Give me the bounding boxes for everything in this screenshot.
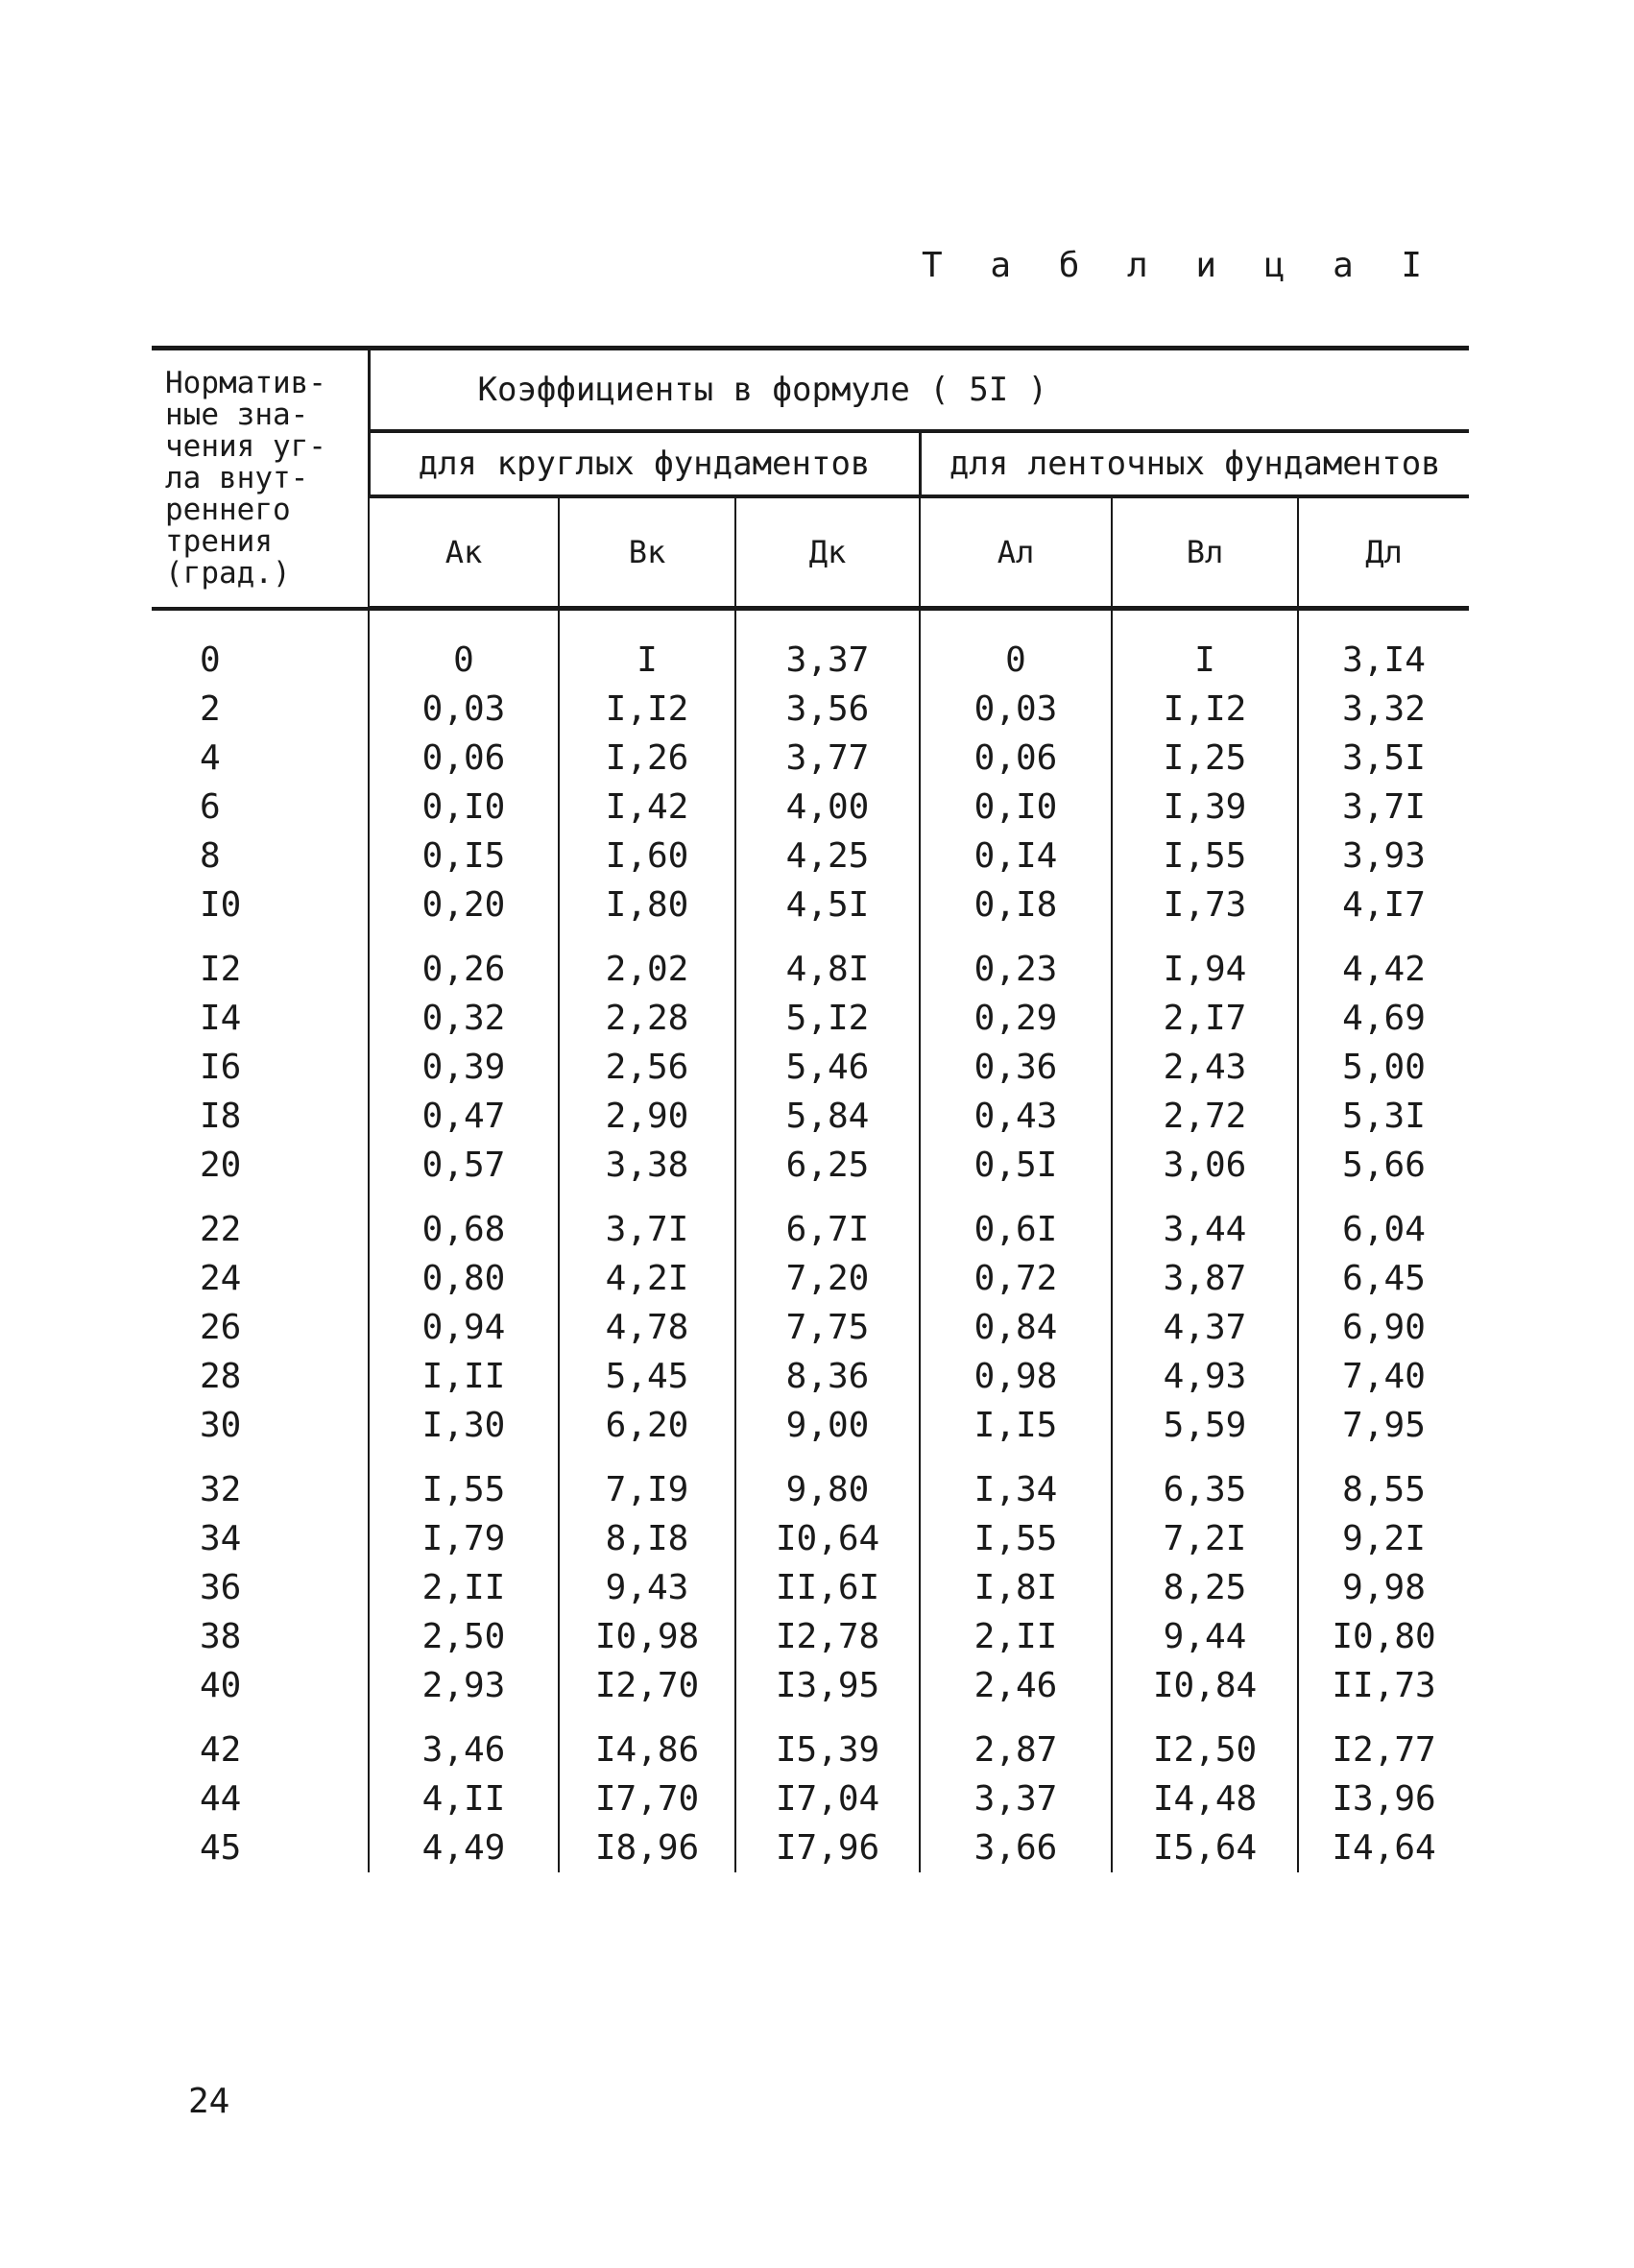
cell-al: 2,87 [920, 1725, 1112, 1774]
table-row [152, 1352, 1469, 1401]
cell-dk: 7,20 [735, 1254, 920, 1303]
cell-vl: I0,84 [1112, 1661, 1298, 1710]
spacer-cell [1298, 1450, 1469, 1465]
spacer-cell [559, 1450, 735, 1465]
cell-friction-angle: 36 [200, 1568, 242, 1607]
cell-vk: 2,02 [559, 945, 735, 994]
cell-vl: I,I2 [1112, 685, 1298, 734]
cell-dl: 9,98 [1298, 1563, 1469, 1612]
cell-dk: 5,I2 [735, 994, 920, 1043]
spacer-cell [369, 1450, 559, 1465]
row-group-spacer [152, 1450, 1469, 1465]
cell-dl: 3,7I [1298, 783, 1469, 832]
cell-vl: I,39 [1112, 783, 1298, 832]
cell-dl: 3,93 [1298, 832, 1469, 881]
cell-dk: 9,00 [735, 1401, 920, 1450]
cell-vl: 2,I7 [1112, 994, 1298, 1043]
table-row [152, 609, 1469, 686]
header-strip-foundations: для ленточных фундаментов [920, 431, 1469, 496]
cell-friction-angle: 42 [200, 1730, 242, 1770]
cell-friction-angle: 0 [200, 639, 221, 680]
cell-ak: 0,47 [369, 1092, 559, 1141]
table-row [152, 945, 1469, 994]
cell-dk: 4,00 [735, 783, 920, 832]
header-round-foundations: для круглых фундаментов [369, 431, 920, 496]
table-row [152, 881, 1469, 929]
cell-ak: I,55 [369, 1465, 559, 1514]
cell-dl: 3,32 [1298, 685, 1469, 734]
cell-dl: 7,95 [1298, 1401, 1469, 1450]
table-row [152, 1612, 1469, 1661]
column-header-ak: Ак [369, 496, 559, 609]
cell-ak: 3,46 [369, 1725, 559, 1774]
cell-vk: I [559, 609, 735, 686]
cell-vl: 6,35 [1112, 1465, 1298, 1514]
cell-ak: 4,II [369, 1774, 559, 1823]
cell-vl: 2,72 [1112, 1092, 1298, 1141]
cell-dk: 4,5I [735, 881, 920, 929]
table-row [152, 1043, 1469, 1092]
cell-ak: I,79 [369, 1514, 559, 1563]
cell-vk: 4,2I [559, 1254, 735, 1303]
cell-friction-angle: 8 [200, 836, 221, 876]
cell-dl: 4,42 [1298, 945, 1469, 994]
cell-al: 0,36 [920, 1043, 1112, 1092]
cell-dl: I0,80 [1298, 1612, 1469, 1661]
cell-al: 0,I8 [920, 881, 1112, 929]
cell-dl: 7,40 [1298, 1352, 1469, 1401]
cell-ak: 0,26 [369, 945, 559, 994]
cell-dk: 4,25 [735, 832, 920, 881]
cell-friction-angle: 2 [200, 689, 221, 729]
table-row [152, 1303, 1469, 1352]
cell-vk: I4,86 [559, 1725, 735, 1774]
table-title: Т а б л и ц а I [922, 246, 1436, 285]
cell-dk: 3,37 [735, 609, 920, 686]
cell-dk: 9,80 [735, 1465, 920, 1514]
table-row [152, 734, 1469, 783]
cell-vl: 3,06 [1112, 1141, 1298, 1190]
spacer-cell [369, 1190, 559, 1205]
table-row [152, 1514, 1469, 1563]
cell-ak: 0,06 [369, 734, 559, 783]
table-row [152, 1465, 1469, 1514]
cell-dk: 3,56 [735, 685, 920, 734]
column-header-dk: Дк [735, 496, 920, 609]
cell-friction-angle: 30 [200, 1406, 242, 1445]
cell-dl: 6,04 [1298, 1205, 1469, 1254]
cell-dl: I2,77 [1298, 1725, 1469, 1774]
cell-vl: 5,59 [1112, 1401, 1298, 1450]
spacer-cell [152, 1450, 369, 1465]
cell-dk: 7,75 [735, 1303, 920, 1352]
cell-vl: I,25 [1112, 734, 1298, 783]
cell-al: 0,I4 [920, 832, 1112, 881]
cell-friction-angle: 22 [200, 1210, 242, 1249]
cell-dl: 8,55 [1298, 1465, 1469, 1514]
cell-dl: 6,90 [1298, 1303, 1469, 1352]
table-row [152, 1823, 1469, 1872]
cell-friction-angle: 40 [200, 1666, 242, 1705]
cell-ak: 0,I0 [369, 783, 559, 832]
cell-dl: 5,00 [1298, 1043, 1469, 1092]
cell-dk: 8,36 [735, 1352, 920, 1401]
cell-vk: I,60 [559, 832, 735, 881]
cell-vk: 5,45 [559, 1352, 735, 1401]
spacer-cell [1112, 929, 1298, 945]
cell-dl: I4,64 [1298, 1823, 1469, 1872]
cell-dk: I2,78 [735, 1612, 920, 1661]
cell-friction-angle: 45 [200, 1828, 242, 1868]
cell-vk: I,I2 [559, 685, 735, 734]
cell-vl: I2,50 [1112, 1725, 1298, 1774]
row-group-spacer [152, 1710, 1469, 1725]
spacer-cell [559, 929, 735, 945]
cell-friction-angle: I6 [200, 1048, 242, 1087]
cell-friction-angle: 28 [200, 1357, 242, 1396]
table-row [152, 1563, 1469, 1612]
cell-al: 0,I0 [920, 783, 1112, 832]
cell-vl: I,94 [1112, 945, 1298, 994]
spacer-cell [1112, 1450, 1298, 1465]
page-number: 24 [188, 2082, 230, 2121]
cell-vl: 3,44 [1112, 1205, 1298, 1254]
cell-al: I,34 [920, 1465, 1112, 1514]
cell-al: 0,06 [920, 734, 1112, 783]
cell-friction-angle: 26 [200, 1308, 242, 1347]
cell-dl: 3,I4 [1298, 609, 1469, 686]
cell-vl: I [1112, 609, 1298, 686]
cell-friction-angle: I4 [200, 999, 242, 1038]
spacer-cell [559, 1190, 735, 1205]
cell-ak: 4,49 [369, 1823, 559, 1872]
table-row [152, 994, 1469, 1043]
cell-vl: 2,43 [1112, 1043, 1298, 1092]
cell-al: 0,6I [920, 1205, 1112, 1254]
cell-dk: 6,7I [735, 1205, 920, 1254]
cell-al: 0,84 [920, 1303, 1112, 1352]
spacer-cell [369, 929, 559, 945]
cell-friction-angle: 4 [200, 738, 221, 778]
cell-al: 0,43 [920, 1092, 1112, 1141]
cell-vk: I0,98 [559, 1612, 735, 1661]
cell-dk: II,6I [735, 1563, 920, 1612]
cell-vl: I,73 [1112, 881, 1298, 929]
cell-friction-angle: I0 [200, 885, 242, 925]
spacer-cell [1298, 1710, 1469, 1725]
cell-vl: 4,93 [1112, 1352, 1298, 1401]
cell-dl: 5,66 [1298, 1141, 1469, 1190]
cell-al: 0 [920, 609, 1112, 686]
cell-friction-angle: 44 [200, 1779, 242, 1819]
cell-ak: I,30 [369, 1401, 559, 1450]
spacer-cell [920, 1190, 1112, 1205]
cell-ak: 0,32 [369, 994, 559, 1043]
cell-dk: I7,04 [735, 1774, 920, 1823]
cell-vk: 9,43 [559, 1563, 735, 1612]
spacer-cell [920, 1450, 1112, 1465]
column-header-vk: Вк [559, 496, 735, 609]
cell-vl: I4,48 [1112, 1774, 1298, 1823]
cell-al: I,8I [920, 1563, 1112, 1612]
cell-ak: 0,I5 [369, 832, 559, 881]
cell-dk: I3,95 [735, 1661, 920, 1710]
cell-dl: II,73 [1298, 1661, 1469, 1710]
cell-al: I,I5 [920, 1401, 1112, 1450]
cell-dl: 4,69 [1298, 994, 1469, 1043]
cell-vk: 3,7I [559, 1205, 735, 1254]
cell-dl: 6,45 [1298, 1254, 1469, 1303]
cell-dk: 5,84 [735, 1092, 920, 1141]
spacer-cell [920, 1710, 1112, 1725]
cell-ak: 0,57 [369, 1141, 559, 1190]
cell-vk: I7,70 [559, 1774, 735, 1823]
spacer-cell [1298, 929, 1469, 945]
row-group-spacer [152, 1190, 1469, 1205]
cell-al: 0,5I [920, 1141, 1112, 1190]
cell-dk: I5,39 [735, 1725, 920, 1774]
cell-dl: 5,3I [1298, 1092, 1469, 1141]
cell-ak: 2,II [369, 1563, 559, 1612]
cell-friction-angle: 32 [200, 1470, 242, 1509]
spacer-cell [1298, 1190, 1469, 1205]
cell-al: 3,37 [920, 1774, 1112, 1823]
cell-friction-angle: I8 [200, 1097, 242, 1136]
cell-al: 0,29 [920, 994, 1112, 1043]
cell-friction-angle: I2 [200, 950, 242, 989]
cell-vk: 2,56 [559, 1043, 735, 1092]
cell-dk: I7,96 [735, 1823, 920, 1872]
table-body [152, 609, 1469, 1873]
cell-dl: 9,2I [1298, 1514, 1469, 1563]
cell-ak: 0,68 [369, 1205, 559, 1254]
cell-dk: 5,46 [735, 1043, 920, 1092]
cell-al: 0,72 [920, 1254, 1112, 1303]
cell-vl: 9,44 [1112, 1612, 1298, 1661]
cell-dk: 4,8I [735, 945, 920, 994]
cell-friction-angle: 24 [200, 1259, 242, 1298]
cell-dk: 3,77 [735, 734, 920, 783]
cell-vk: I8,96 [559, 1823, 735, 1872]
cell-vl: I,55 [1112, 832, 1298, 881]
spacer-cell [735, 929, 920, 945]
cell-al: I,55 [920, 1514, 1112, 1563]
spacer-cell [735, 1190, 920, 1205]
cell-vk: 2,28 [559, 994, 735, 1043]
coefficients-table [152, 346, 1469, 1872]
spacer-cell [152, 1190, 369, 1205]
table-row [152, 1092, 1469, 1141]
cell-vk: 3,38 [559, 1141, 735, 1190]
cell-vk: 8,I8 [559, 1514, 735, 1563]
cell-vk: 7,I9 [559, 1465, 735, 1514]
cell-al: 0,23 [920, 945, 1112, 994]
cell-al: 0,98 [920, 1352, 1112, 1401]
cell-vk: 4,78 [559, 1303, 735, 1352]
table-row [152, 1141, 1469, 1190]
cell-ak: 0,20 [369, 881, 559, 929]
cell-vl: 3,87 [1112, 1254, 1298, 1303]
cell-al: 0,03 [920, 685, 1112, 734]
column-header-al: Ал [920, 496, 1112, 609]
table-row [152, 1774, 1469, 1823]
cell-ak: 0,94 [369, 1303, 559, 1352]
cell-al: 3,66 [920, 1823, 1112, 1872]
table-row [152, 1254, 1469, 1303]
header-coefficients: Коэффициенты в формуле ( 5I ) [369, 349, 1469, 432]
spacer-cell [735, 1450, 920, 1465]
cell-dl: 3,5I [1298, 734, 1469, 783]
cell-vl: 8,25 [1112, 1563, 1298, 1612]
row-group-spacer [152, 929, 1469, 945]
column-header-vl: Вл [1112, 496, 1298, 609]
table-row [152, 1725, 1469, 1774]
cell-dl: I3,96 [1298, 1774, 1469, 1823]
cell-ak: 2,93 [369, 1661, 559, 1710]
cell-ak: 0,80 [369, 1254, 559, 1303]
table-row [152, 1205, 1469, 1254]
table-row [152, 1661, 1469, 1710]
cell-vk: 2,90 [559, 1092, 735, 1141]
cell-vl: 4,37 [1112, 1303, 1298, 1352]
cell-ak: I,II [369, 1352, 559, 1401]
spacer-cell [1112, 1190, 1298, 1205]
header-friction-angle: Норматив- ные зна- чения уг- ла внут- реннего трения (град.) [152, 349, 369, 609]
cell-dk: I0,64 [735, 1514, 920, 1563]
column-header-dl: Дл [1298, 496, 1469, 609]
cell-al: 2,46 [920, 1661, 1112, 1710]
cell-ak: 0 [369, 609, 559, 686]
cell-friction-angle: 34 [200, 1519, 242, 1558]
cell-al: 2,II [920, 1612, 1112, 1661]
spacer-cell [152, 1710, 369, 1725]
spacer-cell [920, 929, 1112, 945]
table-row [152, 685, 1469, 734]
cell-ak: 2,50 [369, 1612, 559, 1661]
table-row [152, 783, 1469, 832]
cell-vk: 6,20 [559, 1401, 735, 1450]
cell-vk: I,42 [559, 783, 735, 832]
cell-dk: 6,25 [735, 1141, 920, 1190]
cell-vl: I5,64 [1112, 1823, 1298, 1872]
cell-friction-angle: 38 [200, 1617, 242, 1656]
spacer-cell [559, 1710, 735, 1725]
cell-friction-angle: 6 [200, 787, 221, 827]
cell-ak: 0,39 [369, 1043, 559, 1092]
cell-friction-angle: 20 [200, 1146, 242, 1185]
table-row [152, 832, 1469, 881]
spacer-cell [1112, 1710, 1298, 1725]
spacer-cell [369, 1710, 559, 1725]
cell-dl: 4,I7 [1298, 881, 1469, 929]
spacer-cell [152, 929, 369, 945]
cell-vk: I2,70 [559, 1661, 735, 1710]
cell-vk: I,80 [559, 881, 735, 929]
cell-vl: 7,2I [1112, 1514, 1298, 1563]
cell-ak: 0,03 [369, 685, 559, 734]
cell-vk: I,26 [559, 734, 735, 783]
table-row [152, 1401, 1469, 1450]
spacer-cell [735, 1710, 920, 1725]
